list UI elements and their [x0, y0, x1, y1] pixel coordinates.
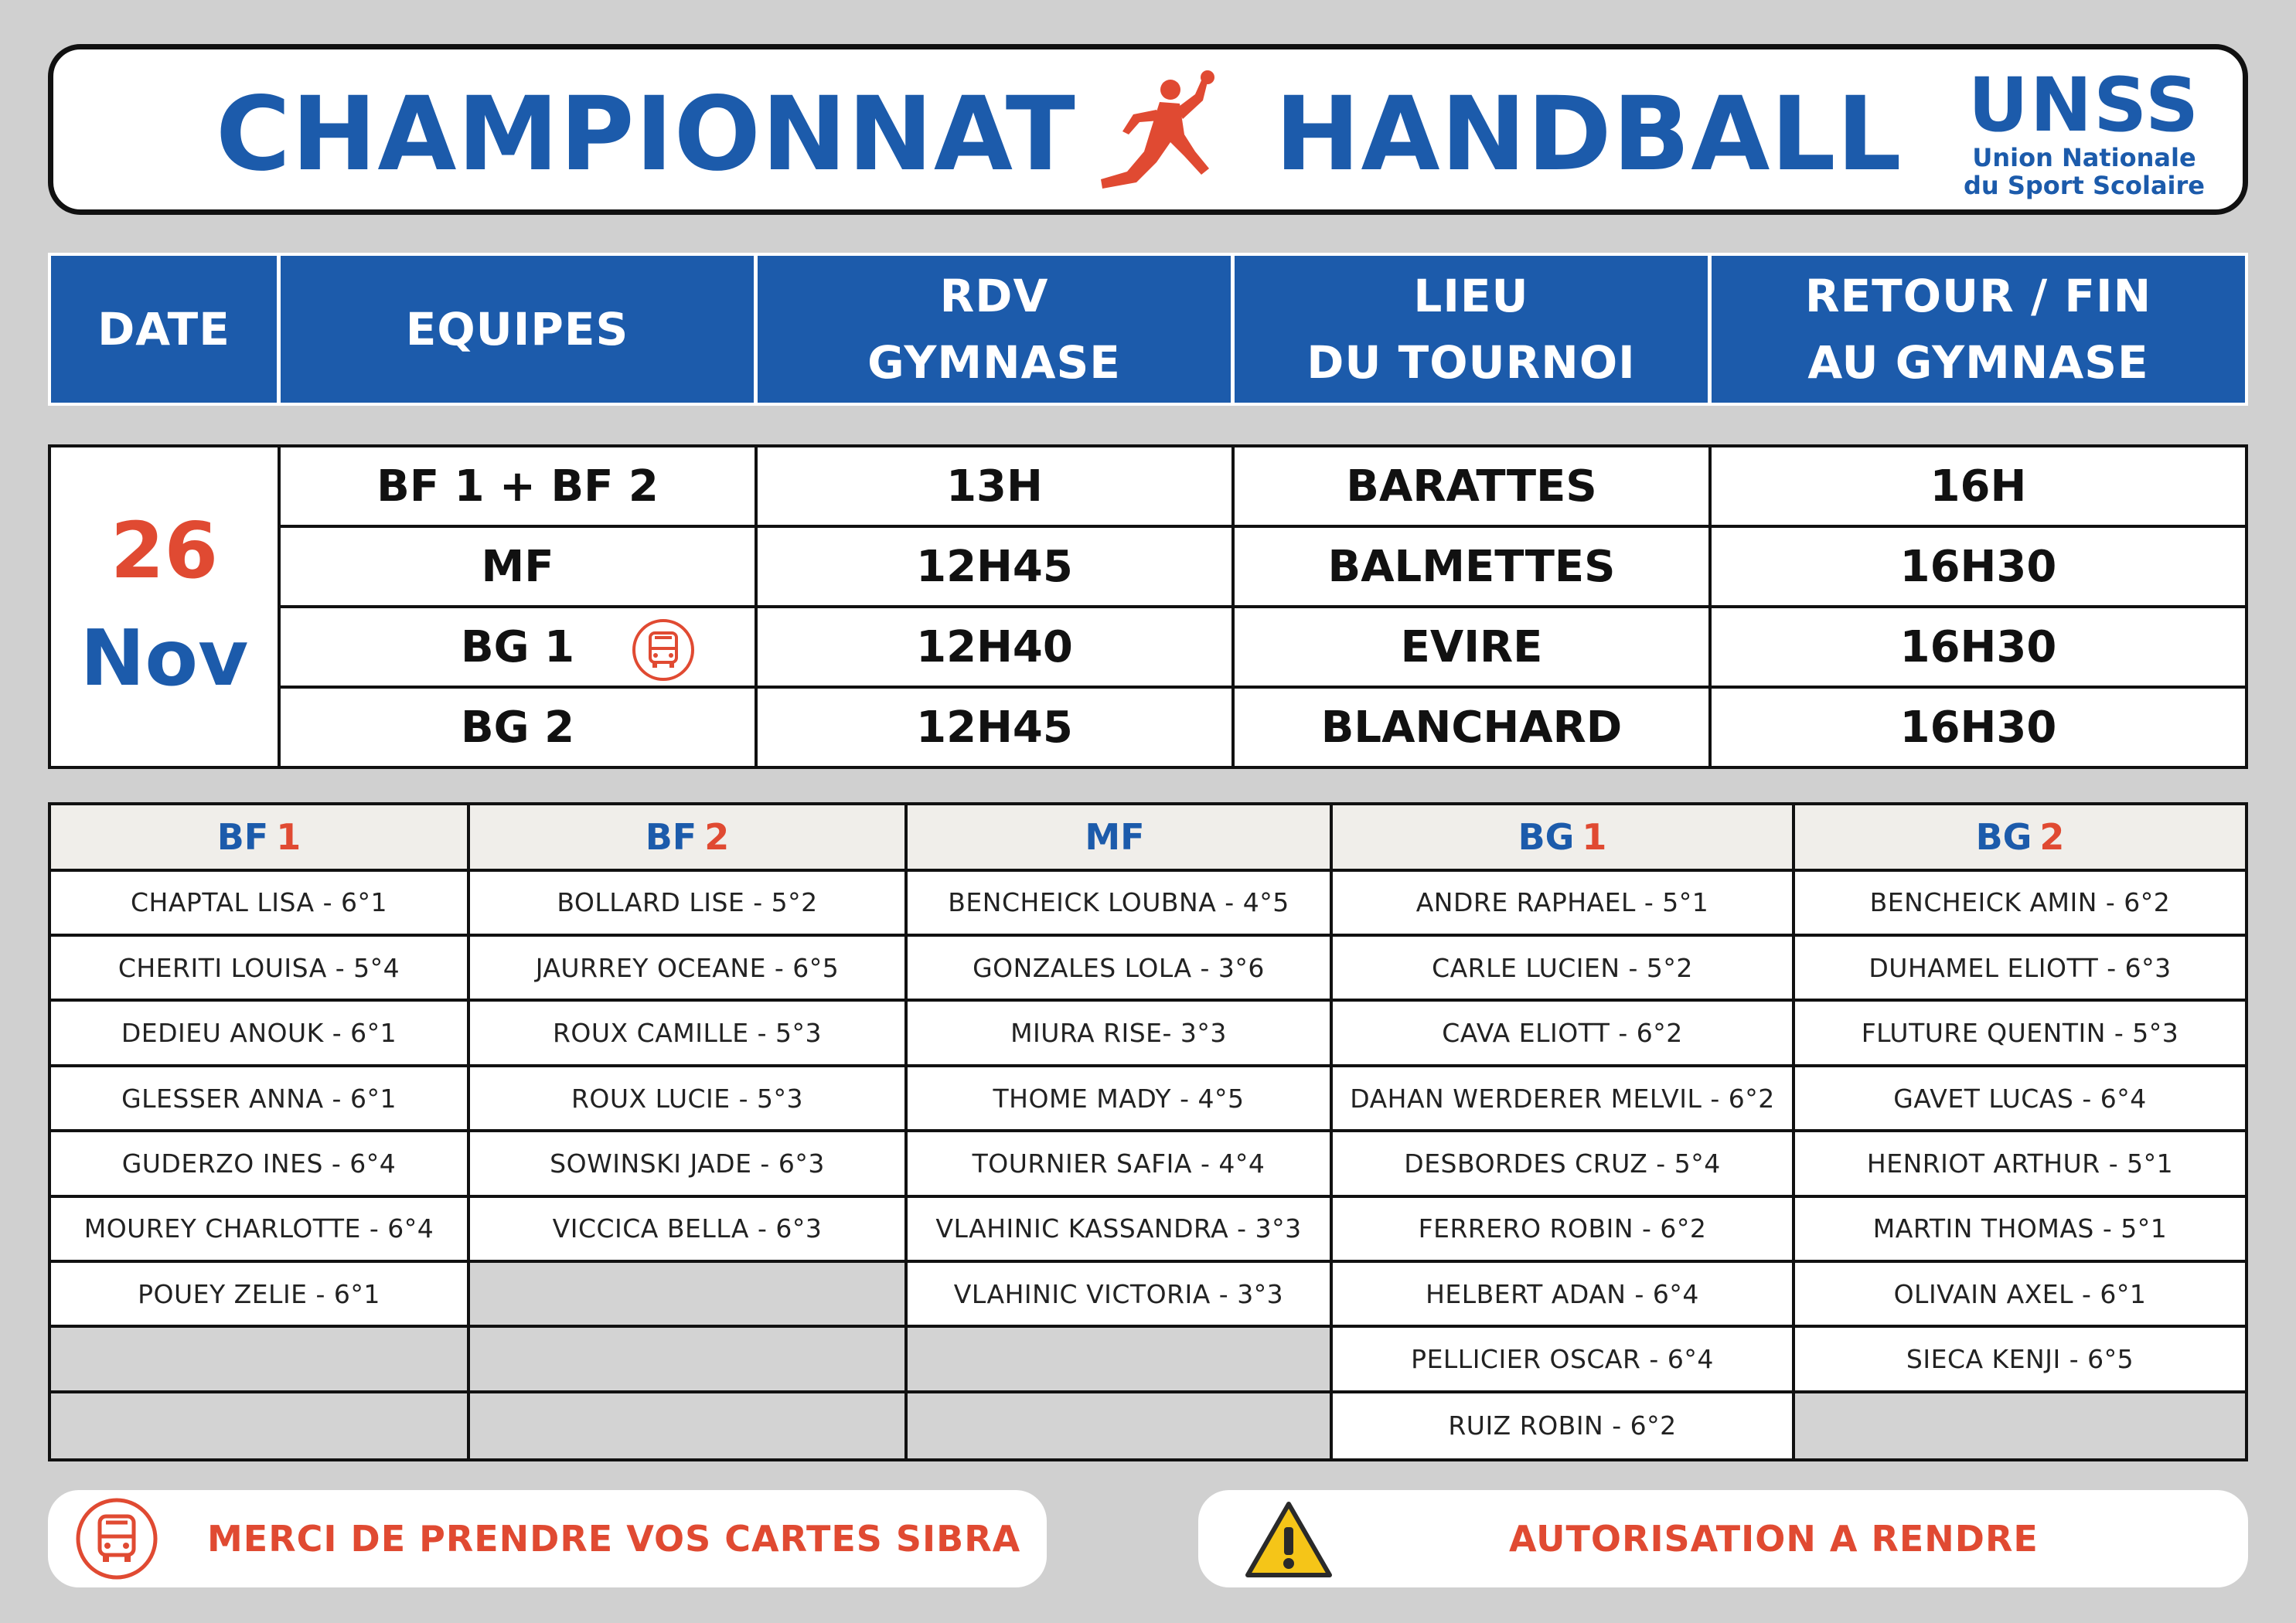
- roster-header-number: 2: [2039, 815, 2065, 858]
- schedule-retour: 16H30: [1899, 621, 2057, 672]
- roster-cell: FERRERO ROBIN - 6°2: [1333, 1198, 1792, 1263]
- roster-cell: SOWINSKI JADE - 6°3: [470, 1132, 904, 1197]
- schedule-row: [281, 528, 2245, 608]
- schedule-team: BG 2: [281, 689, 758, 766]
- roster-cell: [908, 1328, 1330, 1393]
- roster-cell: BENCHEICK AMIN - 6°2: [1795, 872, 2245, 937]
- title-championnat: CHAMPIONNAT: [216, 75, 1076, 194]
- roster-cell: VICCICA BELLA - 6°3: [470, 1198, 904, 1263]
- header-retour-line1: RETOUR / FIN: [1804, 270, 2152, 322]
- schedule-lieu: EVIRE: [1235, 608, 1712, 686]
- roster-cell: CHAPTAL LISA - 6°1: [51, 872, 467, 937]
- header-equipes: [281, 256, 758, 403]
- roster-cell: OLIVAIN AXEL - 6°1: [1795, 1263, 2245, 1328]
- schedule-team: BF 1 + BF 2: [281, 447, 758, 525]
- roster-cell: ROUX LUCIE - 5°3: [470, 1067, 904, 1132]
- roster-cell: POUEY ZELIE - 6°1: [51, 1263, 467, 1328]
- bus-icon: [631, 618, 696, 682]
- roster-cell: JAURREY OCEANE - 6°5: [470, 937, 904, 1002]
- roster-cell: [470, 1393, 904, 1458]
- roster-header: [1333, 805, 1792, 872]
- roster-header: [470, 805, 904, 872]
- roster-header: [1795, 805, 2245, 872]
- roster-cell: MOUREY CHARLOTTE - 6°4: [51, 1198, 467, 1263]
- roster-header: [908, 805, 1330, 872]
- header-lieu-line2: DU TOURNOI: [1306, 336, 1636, 389]
- schedule-retour: 16H30: [1899, 702, 2057, 753]
- header-rdv: [758, 256, 1235, 403]
- roster-header-label: BF: [645, 815, 697, 858]
- roster-table: [48, 802, 2248, 1461]
- roster-cell: HENRIOT ARTHUR - 5°1: [1795, 1132, 2245, 1197]
- roster-column-bf2: [470, 805, 908, 1458]
- header-equipes-label: EQUIPES: [405, 303, 629, 356]
- roster-header-label: MF: [1085, 815, 1145, 858]
- schedule-team-cell: [281, 608, 758, 686]
- logo-subtitle-line2: du Sport Scolaire: [1964, 171, 2205, 200]
- schedule-row: [281, 689, 2245, 766]
- roster-header: [51, 805, 467, 872]
- schedule-retour: 16H30: [1899, 541, 2057, 592]
- date-cell: [51, 447, 281, 766]
- roster-column-bf1: [51, 805, 470, 1458]
- roster-cell: GLESSER ANNA - 6°1: [51, 1067, 467, 1132]
- handball-player-icon: [1079, 66, 1218, 206]
- bus-icon: [74, 1496, 159, 1581]
- roster-cell: DUHAMEL ELIOTT - 6°3: [1795, 937, 2245, 1002]
- roster-header-number: 1: [276, 815, 301, 858]
- roster-cell: VLAHINIC KASSANDRA - 3°3: [908, 1198, 1330, 1263]
- title-banner: [48, 44, 2248, 215]
- date-day: 26: [110, 505, 219, 596]
- roster-header-number: 2: [704, 815, 730, 858]
- roster-cell: ANDRE RAPHAEL - 5°1: [1333, 872, 1792, 937]
- roster-cell: CARLE LUCIEN - 5°2: [1333, 937, 1792, 1002]
- roster-cell: GUDERZO INES - 6°4: [51, 1132, 467, 1197]
- schedule-rows: [281, 447, 2245, 766]
- authorization-notice: [1198, 1490, 2248, 1587]
- schedule-row: [281, 447, 2245, 528]
- header-date-label: DATE: [97, 303, 230, 356]
- roster-cell: MARTIN THOMAS - 5°1: [1795, 1198, 2245, 1263]
- schedule-retour: 16H: [1930, 461, 2027, 512]
- roster-header-label: BF: [216, 815, 269, 858]
- schedule-rdv: 12H40: [758, 608, 1235, 686]
- logo-subtitle-line1: Union Nationale: [1972, 143, 2196, 172]
- schedule-table: [48, 444, 2248, 769]
- schedule-rdv: 13H: [758, 447, 1235, 525]
- roster-cell: RUIZ ROBIN - 6°2: [1448, 1410, 1677, 1441]
- header-retour: [1712, 256, 2245, 403]
- roster-header-label: BG: [1518, 815, 1575, 858]
- sibra-cards-text: MERCI DE PRENDRE VOS CARTES SIBRA: [207, 1518, 1021, 1560]
- schedule-rdv: 12H45: [758, 528, 1235, 605]
- roster-cell: [470, 1263, 904, 1328]
- roster-cell: ROUX CAMILLE - 5°3: [470, 1002, 904, 1067]
- roster-cell: GAVET LUCAS - 6°4: [1795, 1067, 2245, 1132]
- roster-column-bg1: [1333, 805, 1795, 1458]
- roster-cell: THOME MADY - 4°5: [908, 1067, 1330, 1132]
- header-lieu-line1: LIEU: [1413, 270, 1529, 322]
- header-rdv-line1: RDV: [939, 270, 1049, 322]
- roster-cell: DAHAN WERDERER MELVIL - 6°2: [1333, 1067, 1792, 1132]
- unss-logo: [1957, 62, 2212, 206]
- schedule-lieu: BARATTES: [1235, 447, 1712, 525]
- roster-cell: GONZALES LOLA - 3°6: [908, 937, 1330, 1002]
- roster-cell: [1795, 1393, 2245, 1458]
- header-rdv-line2: GYMNASE: [867, 336, 1121, 389]
- roster-cell: [51, 1393, 467, 1458]
- sibra-cards-notice: [48, 1490, 1047, 1587]
- roster-cell: [51, 1328, 467, 1393]
- schedule-header-row: [48, 253, 2248, 406]
- roster-cell: [470, 1328, 904, 1393]
- header-retour-line2: AU GYMNASE: [1807, 336, 2149, 389]
- roster-cell: BOLLARD LISE - 5°2: [470, 872, 904, 937]
- roster-cell: CHERITI LOUISA - 5°4: [51, 937, 467, 1002]
- roster-header-label: BG: [1975, 815, 2032, 858]
- schedule-team: MF: [281, 528, 758, 605]
- title-handball: HANDBALL: [1275, 75, 1903, 194]
- header-lieu: [1235, 256, 1712, 403]
- roster-cell: BENCHEICK LOUBNA - 4°5: [908, 872, 1330, 937]
- roster-cell: HELBERT ADAN - 6°4: [1333, 1263, 1792, 1328]
- roster-cell: MIURA RISE- 3°3: [908, 1002, 1330, 1067]
- warning-icon: [1243, 1499, 1334, 1581]
- roster-cell: [908, 1393, 1330, 1458]
- roster-header-number: 1: [1582, 815, 1607, 858]
- roster-cell: FLUTURE QUENTIN - 5°3: [1795, 1002, 2245, 1067]
- roster-cell: SIECA KENJI - 6°5: [1795, 1328, 2245, 1393]
- roster-cell: CAVA ELIOTT - 6°2: [1333, 1002, 1792, 1067]
- schedule-lieu: BALMETTES: [1235, 528, 1712, 605]
- roster-column-mf: [908, 805, 1333, 1458]
- header-date: [51, 256, 281, 403]
- roster-cell: DESBORDES CRUZ - 5°4: [1333, 1132, 1792, 1197]
- roster-cell: VLAHINIC VICTORIA - 3°3: [908, 1263, 1330, 1328]
- date-month: Nov: [80, 613, 249, 703]
- schedule-rdv: 12H45: [758, 689, 1235, 766]
- roster-cell: DEDIEU ANOUK - 6°1: [51, 1002, 467, 1067]
- schedule-team: BG 1: [460, 621, 575, 672]
- logo-word: UNSS: [1967, 62, 2201, 148]
- schedule-row: [281, 608, 2245, 689]
- authorization-text: AUTORISATION A RENDRE: [1509, 1518, 2039, 1560]
- roster-cell: TOURNIER SAFIA - 4°4: [908, 1132, 1330, 1197]
- roster-column-bg2: [1795, 805, 2245, 1458]
- roster-cell: PELLICIER OSCAR - 6°4: [1333, 1328, 1792, 1393]
- schedule-lieu: BLANCHARD: [1235, 689, 1712, 766]
